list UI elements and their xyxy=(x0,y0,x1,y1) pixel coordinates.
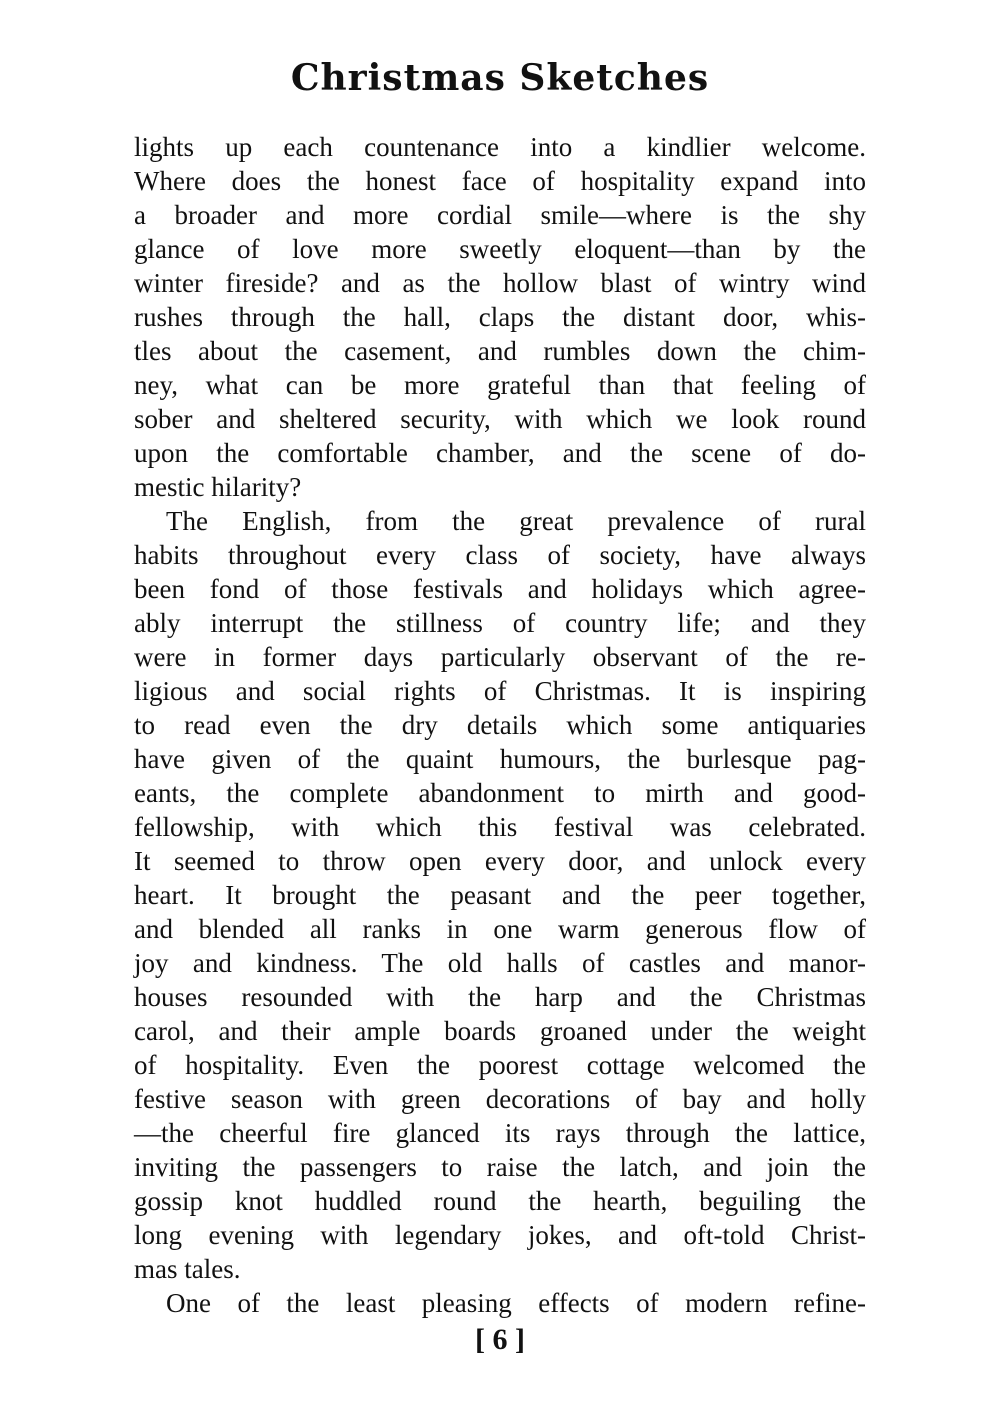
text-line: gossip knot huddled round the hearth, beguiling the xyxy=(134,1186,866,1216)
text-line: One of the least pleasing effects of modern refine- xyxy=(166,1288,866,1318)
text-line: houses resounded with the harp and the Christmas xyxy=(134,982,866,1012)
text-line: ably interrupt the stillness of country life; and they xyxy=(134,608,866,638)
running-head-title: Christmas Sketches xyxy=(290,57,710,99)
text-line: mas tales. xyxy=(134,1254,241,1284)
text-line: It seemed to throw open every door, and unlock every xyxy=(134,846,866,876)
text-line: of hospitality. Even the poorest cottage welcomed the xyxy=(134,1050,866,1080)
text-line: been fond of those festivals and holidays which agree- xyxy=(134,574,866,604)
text-line: and blended all ranks in one warm generous flow of xyxy=(134,914,866,944)
text-line: inviting the passengers to raise the latch, and join the xyxy=(134,1152,866,1182)
text-line: tles about the casement, and rumbles down the chim- xyxy=(134,336,866,366)
text-line: sober and sheltered security, with which we look round xyxy=(134,404,866,434)
text-line: upon the comfortable chamber, and the scene of do- xyxy=(134,438,866,468)
text-line: eants, the complete abandonment to mirth and good- xyxy=(134,778,866,808)
text-line: rushes through the hall, claps the distant door, whis- xyxy=(134,302,866,332)
text-line: fellowship, with which this festival was celebrated. xyxy=(134,812,866,842)
text-line: mestic hilarity? xyxy=(134,472,302,502)
text-line: ligious and social rights of Christmas. It is inspiring xyxy=(134,676,866,706)
text-line: heart. It brought the peasant and the peer together, xyxy=(134,880,866,910)
text-line: have given of the quaint humours, the burlesque pag- xyxy=(134,744,866,774)
text-line: —the cheerful fire glanced its rays through the lattice, xyxy=(134,1118,866,1148)
text-line: lights up each countenance into a kindlier welcome. xyxy=(134,132,866,162)
text-line: ney, what can be more grateful than that feeling of xyxy=(134,370,866,400)
text-line: The English, from the great prevalence of rural xyxy=(166,506,866,536)
text-line: to read even the dry details which some antiquaries xyxy=(134,710,866,740)
text-line: festive season with green decorations of bay and holly xyxy=(134,1084,866,1114)
text-line: were in former days particularly observant of the re- xyxy=(134,642,866,672)
body-text xyxy=(134,130,866,1320)
text-line: Where does the honest face of hospitality expand into xyxy=(134,166,866,196)
text-line: a broader and more cordial smile—where is the shy xyxy=(134,200,866,230)
text-line: joy and kindness. The old halls of castles and manor- xyxy=(134,948,866,978)
text-line: habits throughout every class of society, have always xyxy=(134,540,866,570)
text-line: winter fireside? and as the hollow blast of wintry wind xyxy=(134,268,866,298)
text-line: carol, and their ample boards groaned under the weight xyxy=(134,1016,866,1046)
page-number: [ 6 ] xyxy=(475,1323,525,1356)
text-line: glance of love more sweetly eloquent—than by the xyxy=(134,234,866,264)
text-line: long evening with legendary jokes, and oft-told Christ- xyxy=(134,1220,866,1250)
